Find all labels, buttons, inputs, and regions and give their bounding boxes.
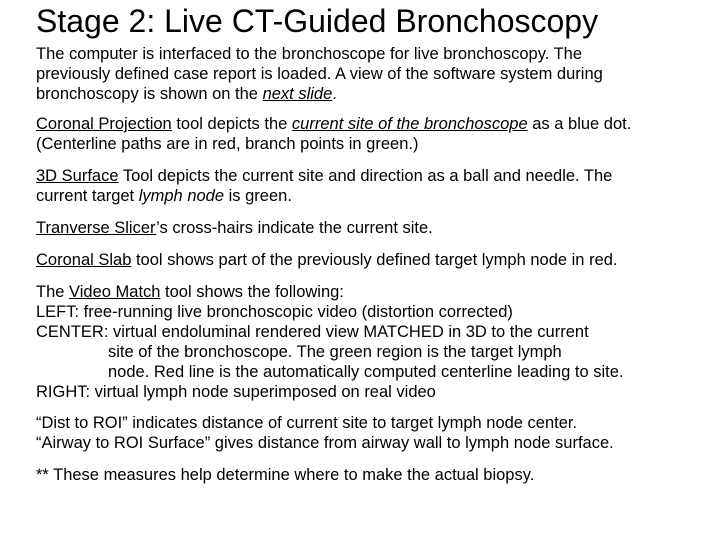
transverse-line xyxy=(36,218,716,238)
coronal-slab-text: tool shows part of the previously defined target lymph node in red. xyxy=(131,251,618,269)
intro-line: The computer is interfaced to the bronchoscope for live bronchoscopy. The xyxy=(36,45,583,63)
video-match-line xyxy=(36,282,716,302)
surface-3d-paragraph xyxy=(36,166,716,206)
video-match-paragraph xyxy=(36,282,716,402)
coronal-projection-paragraph xyxy=(36,114,716,154)
distances-paragraph xyxy=(36,413,716,453)
coronal-slab-tool: Coronal Slab xyxy=(36,251,132,269)
video-match-center-cont: site of the bronchoscope. The green region is the target lymph xyxy=(108,343,562,361)
surface-3d-line xyxy=(36,186,716,206)
video-match-right: RIGHT: virtual lymph node superimposed on real video xyxy=(36,383,436,401)
note-paragraph xyxy=(36,465,716,485)
intro-paragraph xyxy=(36,44,716,104)
video-match-left: LEFT: free-running live bronchoscopic video (distortion corrected) xyxy=(36,303,513,321)
coronal-projection-text: tool depicts the xyxy=(171,115,292,133)
transverse-paragraph xyxy=(36,218,716,238)
coronal-projection-text: as a blue dot. xyxy=(527,115,632,133)
intro-line: previously defined case report is loaded. A view of the software system during xyxy=(36,65,603,83)
coronal-slab-paragraph xyxy=(36,250,716,270)
coronal-projection-line xyxy=(36,114,716,134)
current-site-phrase: current site of the bronchoscope xyxy=(291,115,528,133)
distance-line: “Airway to ROI Surface” gives distance from airway wall to lymph node surface. xyxy=(36,434,614,452)
biopsy-note: ** These measures help determine where to make the actual biopsy. xyxy=(36,466,535,484)
transverse-slicer-tool: Tranverse Slicer xyxy=(36,219,157,237)
distance-line: “Dist to ROI” indicates distance of current site to target lymph node center. xyxy=(36,414,578,432)
transverse-text: ’s cross-hairs indicate the current site. xyxy=(156,219,433,237)
video-match-center-cont: node. Red line is the automatically computed centerline leading to site. xyxy=(108,363,624,381)
intro-line xyxy=(36,84,716,104)
slide-body xyxy=(36,44,716,485)
surface-3d-text: current target xyxy=(36,187,139,205)
surface-3d-tool: 3D Surface xyxy=(36,167,119,185)
coronal-projection-line: (Centerline paths are in red, branch points in green.) xyxy=(36,135,419,153)
coronal-slab-line xyxy=(36,250,716,270)
surface-3d-line xyxy=(36,166,716,186)
surface-3d-text: Tool depicts the current site and direction as a ball and needle. The xyxy=(118,167,613,185)
video-match-text: The xyxy=(36,283,70,301)
video-match-tool: Video Match xyxy=(69,283,161,301)
surface-3d-text: is green. xyxy=(224,187,292,205)
video-match-text: tool shows the following: xyxy=(160,283,344,301)
intro-text: . xyxy=(332,85,337,103)
intro-text: bronchoscopy is shown on the xyxy=(36,85,263,103)
lymph-node-phrase: lymph node xyxy=(138,187,225,205)
next-slide-link[interactable]: next slide xyxy=(262,85,333,103)
coronal-projection-tool: Coronal Projection xyxy=(36,115,172,133)
video-match-center: CENTER: virtual endoluminal rendered view MATCHED in 3D to the current xyxy=(36,323,589,341)
slide-title: Stage 2: Live CT-Guided Bronchoscopy xyxy=(36,3,599,39)
